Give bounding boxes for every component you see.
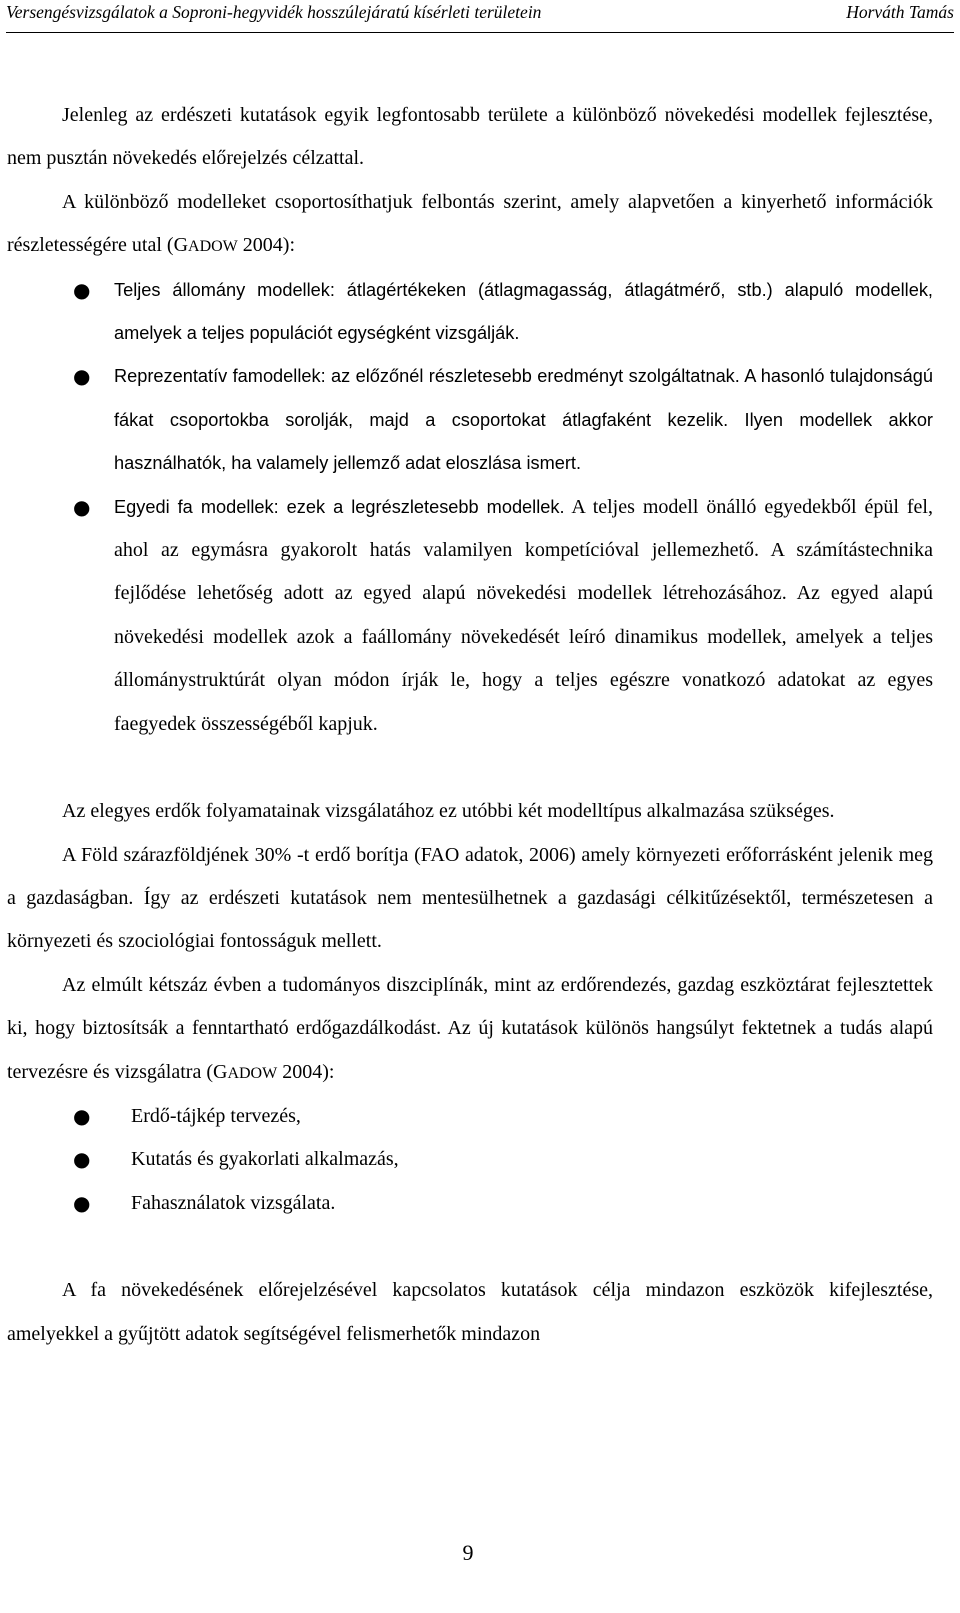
bullet-icon: ● bbox=[73, 277, 91, 302]
paragraph-model-groups bbox=[7, 181, 933, 269]
bullet-icon: ● bbox=[73, 1190, 91, 1215]
citation-smallcaps: ADOW bbox=[227, 1064, 278, 1082]
list-item-text: Egyedi fa modellek: ezek a legrészletesebb modellek. bbox=[114, 496, 565, 517]
bullet-icon: ● bbox=[73, 1147, 91, 1172]
model-type-list bbox=[7, 269, 933, 746]
header-author: Horváth Tamás bbox=[846, 2, 954, 22]
paragraph-intro: Jelenleg az erdészeti kutatások egyik legfontosabb területe a különböző növekedési modellek fejlesztése, nem pusztán növekedés előrejelzés célzattal. bbox=[7, 104, 933, 170]
list-item-text: Fahasználatok vizsgálata. bbox=[131, 1191, 336, 1214]
research-area-list bbox=[7, 1095, 933, 1225]
paragraph-model-groups-tail: 2004): bbox=[237, 234, 295, 257]
paragraph-disciplines bbox=[7, 964, 933, 1095]
list-item-text: Reprezentatív famodellek: az előzőnél részletesebb eredményt szolgáltatnak. A hasonló tulajdonságú fákat csoportokba sorolják, majd a csoportokat átlagfaként kezelik. Ilyen modellek akkor használhatók, ha valamely jellemző adat eloszlása ismert. bbox=[114, 366, 933, 474]
paragraph-land-cover: A Föld szárazföldjének 30% -t erdő borítja (FAO adatok, 2006) amely környezeti erőforrásként jelenik meg a gazdaságban. Így az erdészeti kutatások nem mentesülhetnek a gazdasági célkitűzésektől, természetesen a környezeti és szociológiai fontosságuk mellett. bbox=[7, 843, 933, 953]
list-item bbox=[7, 1182, 933, 1225]
list-item-text: Erdő-tájkép tervezés, bbox=[131, 1104, 301, 1127]
page-number: 9 bbox=[462, 1540, 474, 1565]
list-item-text: Kutatás és gyakorlati alkalmazás, bbox=[131, 1148, 399, 1171]
paragraph-mixed-forests: Az elegyes erdők folyamatainak vizsgálatához ez utóbbi két modelltípus alkalmazása szükséges. bbox=[62, 800, 835, 823]
paragraph-disciplines-tail: 2004): bbox=[277, 1060, 335, 1083]
paragraph-model-groups-text: A különböző modelleket csoportosíthatjuk felbontás szerint, amely alapvetően a kinyerhető információk részletességére utal (G bbox=[7, 190, 933, 257]
bullet-icon: ● bbox=[73, 364, 91, 389]
paragraph-disciplines-text: Az elmúlt kétszáz évben a tudományos diszciplínák, mint az erdőrendezés, gazdag eszköztárat fejlesztettek ki, hogy biztosítsák a fenntartható erdőgazdálkodást. Az új kutatások különös hangsúlyt fektetnek a tudás alapú tervezésre és vizsgálatra (G bbox=[7, 973, 933, 1083]
list-item bbox=[7, 355, 933, 485]
paragraph-growth-prediction: A fa növekedésének előrejelzésével kapcsolatos kutatások célja mindazon eszközök kifejlesztése, amelyekkel a gyűjtött adatok segítségével felismerhetők mindazon bbox=[7, 1279, 933, 1345]
citation-smallcaps: ADOW bbox=[188, 238, 238, 256]
list-item-text: Teljes állomány modellek: átlagértékeken (átlagmagasság, átlagátmérő, stb.) alapuló modellek, amelyek a teljes populációt egységként vizsgálják. bbox=[114, 279, 933, 344]
list-item bbox=[7, 486, 933, 746]
list-item bbox=[7, 1095, 933, 1138]
list-item bbox=[7, 269, 933, 356]
header-title: Versengésvizsgálatok a Soproni-hegyvidék hosszúlejáratú kísérleti területein bbox=[6, 2, 542, 22]
page-header bbox=[6, 0, 954, 33]
bullet-icon: ● bbox=[73, 494, 91, 519]
list-item-text-continued: A teljes modell önálló egyedekből épül fel, ahol az egymásra gyakorolt hatás valamilyen kompetícióval jellemezhető. A számítástechnika fejlődése lehetőség adott az egyed alapú növekedési modellek létrehozásához. Az egyed alapú növekedési modellek azok a faállomány növekedését leíró dinamikus modellek, amelyek a teljes állománystruktúrát olyan módon írják le, hogy a teljes egészre vonatkozó adatokat az egyes faegyedek összességéből kapjuk. bbox=[114, 495, 933, 735]
list-item bbox=[7, 1138, 933, 1181]
bullet-icon: ● bbox=[73, 1103, 91, 1128]
page-body bbox=[7, 94, 933, 1356]
